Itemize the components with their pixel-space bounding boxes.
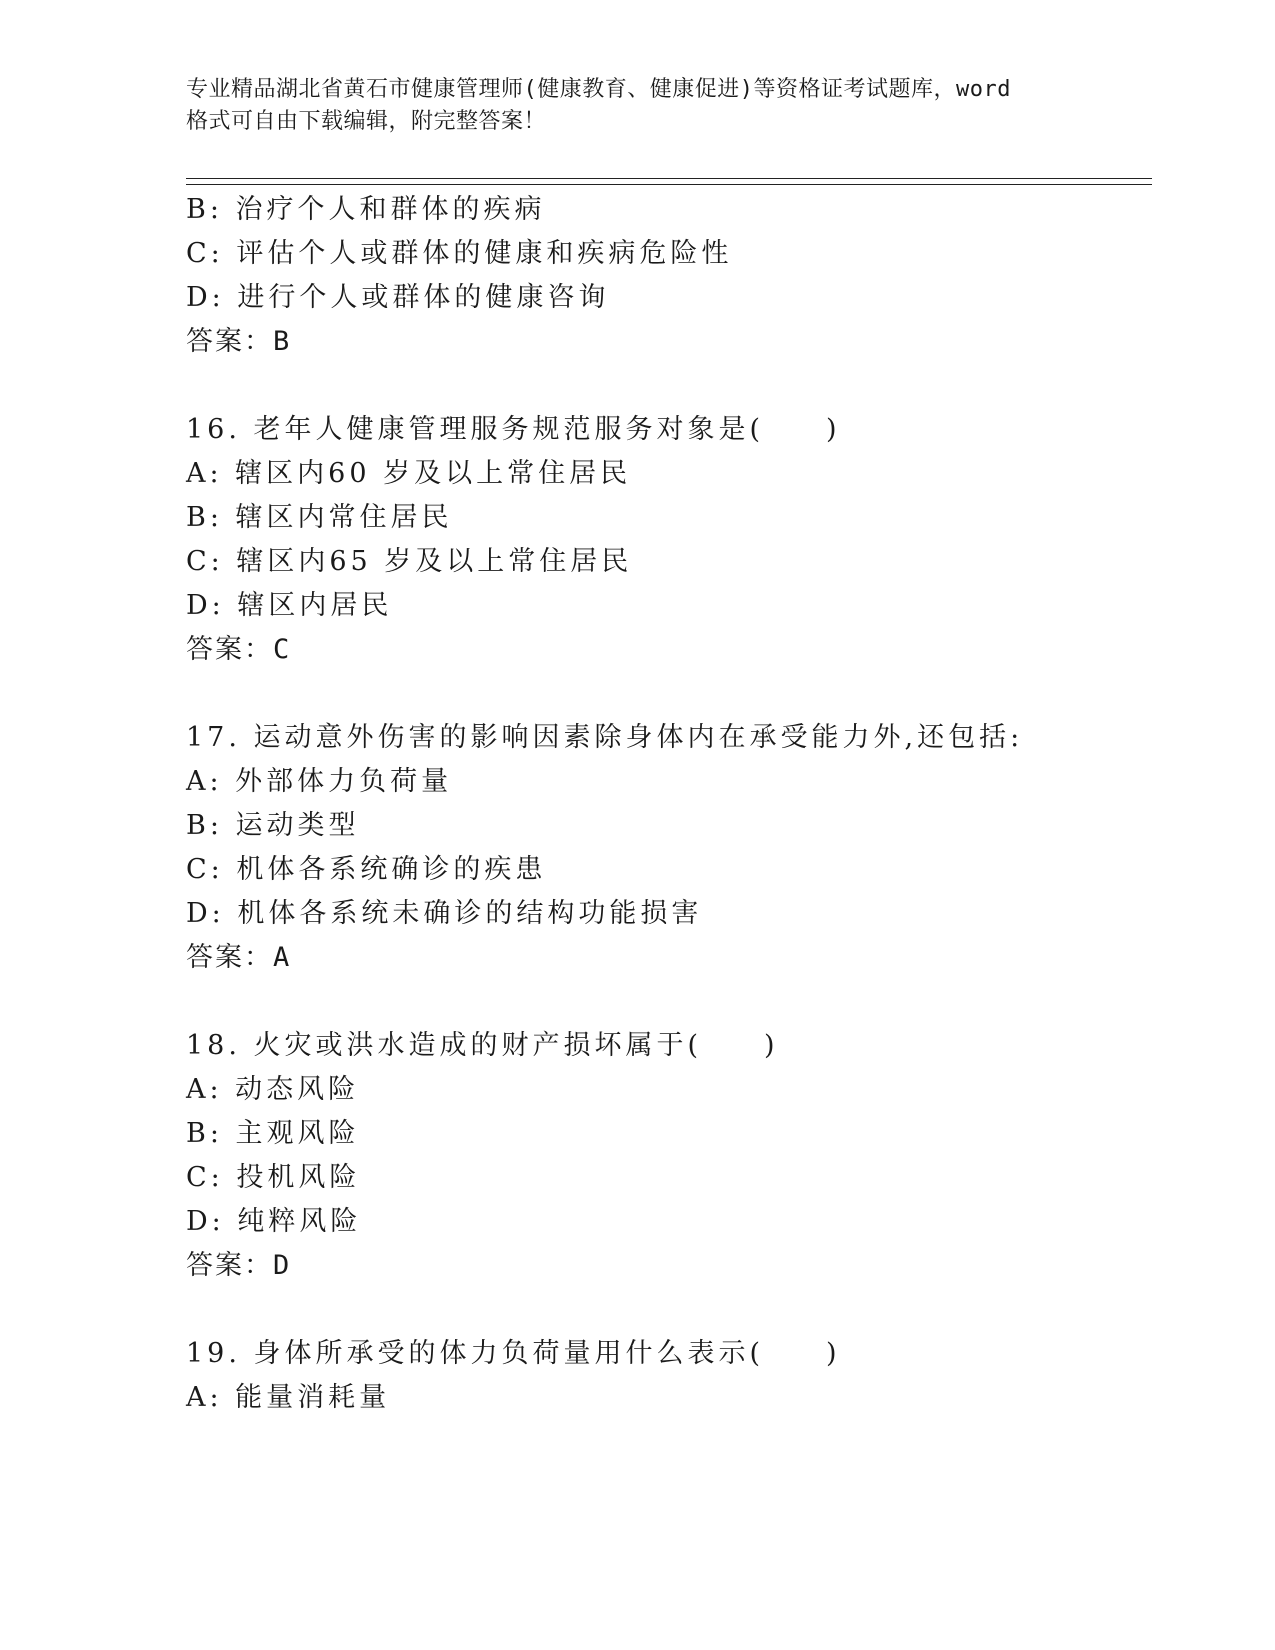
answer-label: 答案： <box>186 326 273 357</box>
option-c: C: 评估个人或群体的健康和疾病危险性 <box>186 238 733 269</box>
option-b: B: 主观风险 <box>186 1118 360 1149</box>
option-d: D: 进行个人或群体的健康咨询 <box>186 282 610 313</box>
answer-label: 答案： <box>186 634 273 665</box>
question-16: 16. 老年人健康管理服务规范服务对象是( ) <box>186 414 841 445</box>
answer-line <box>186 322 291 362</box>
question-19: 19. 身体所承受的体力负荷量用什么表示( ) <box>186 1338 841 1369</box>
answer-value: A <box>273 942 292 973</box>
header-divider-top <box>186 178 1152 179</box>
answer-line <box>186 1246 291 1286</box>
answer-line <box>186 630 291 670</box>
option-b: B: 运动类型 <box>186 810 360 841</box>
option-a: A: 外部体力负荷量 <box>186 766 453 797</box>
option-c: C: 投机风险 <box>186 1162 361 1193</box>
option-b: B: 辖区内常住居民 <box>186 502 453 533</box>
answer-value: B <box>273 326 292 357</box>
option-a: A: 动态风险 <box>186 1074 360 1105</box>
answer-value: C <box>273 634 292 665</box>
option-b: B: 治疗个人和群体的疾病 <box>186 194 546 225</box>
option-d: D: 机体各系统未确诊的结构功能损害 <box>186 898 703 929</box>
option-d: D: 辖区内居民 <box>186 590 393 621</box>
answer-value: D <box>273 1250 292 1281</box>
answer-label: 答案： <box>186 1250 273 1281</box>
question-17: 17. 运动意外伤害的影响因素除身体内在承受能力外,还包括: <box>186 722 1024 753</box>
option-c: C: 机体各系统确诊的疾患 <box>186 854 547 885</box>
option-d: D: 纯粹风险 <box>186 1206 362 1237</box>
document-header <box>186 74 1086 138</box>
question-18: 18. 火灾或洪水造成的财产损坏属于( ) <box>186 1030 779 1061</box>
option-a: A: 辖区内60 岁及以上常住居民 <box>186 458 632 489</box>
answer-label: 答案： <box>186 942 273 973</box>
header-divider-bottom <box>186 184 1152 185</box>
answer-line <box>186 938 291 978</box>
option-c: C: 辖区内65 岁及以上常住居民 <box>186 546 633 577</box>
option-a: A: 能量消耗量 <box>186 1382 391 1413</box>
header-line-2: 格式可自由下载编辑，附完整答案！ <box>186 109 547 134</box>
header-line-1: 专业精品湖北省黄石市健康管理师(健康教育、健康促进)等资格证考试题库，word <box>186 77 1011 102</box>
